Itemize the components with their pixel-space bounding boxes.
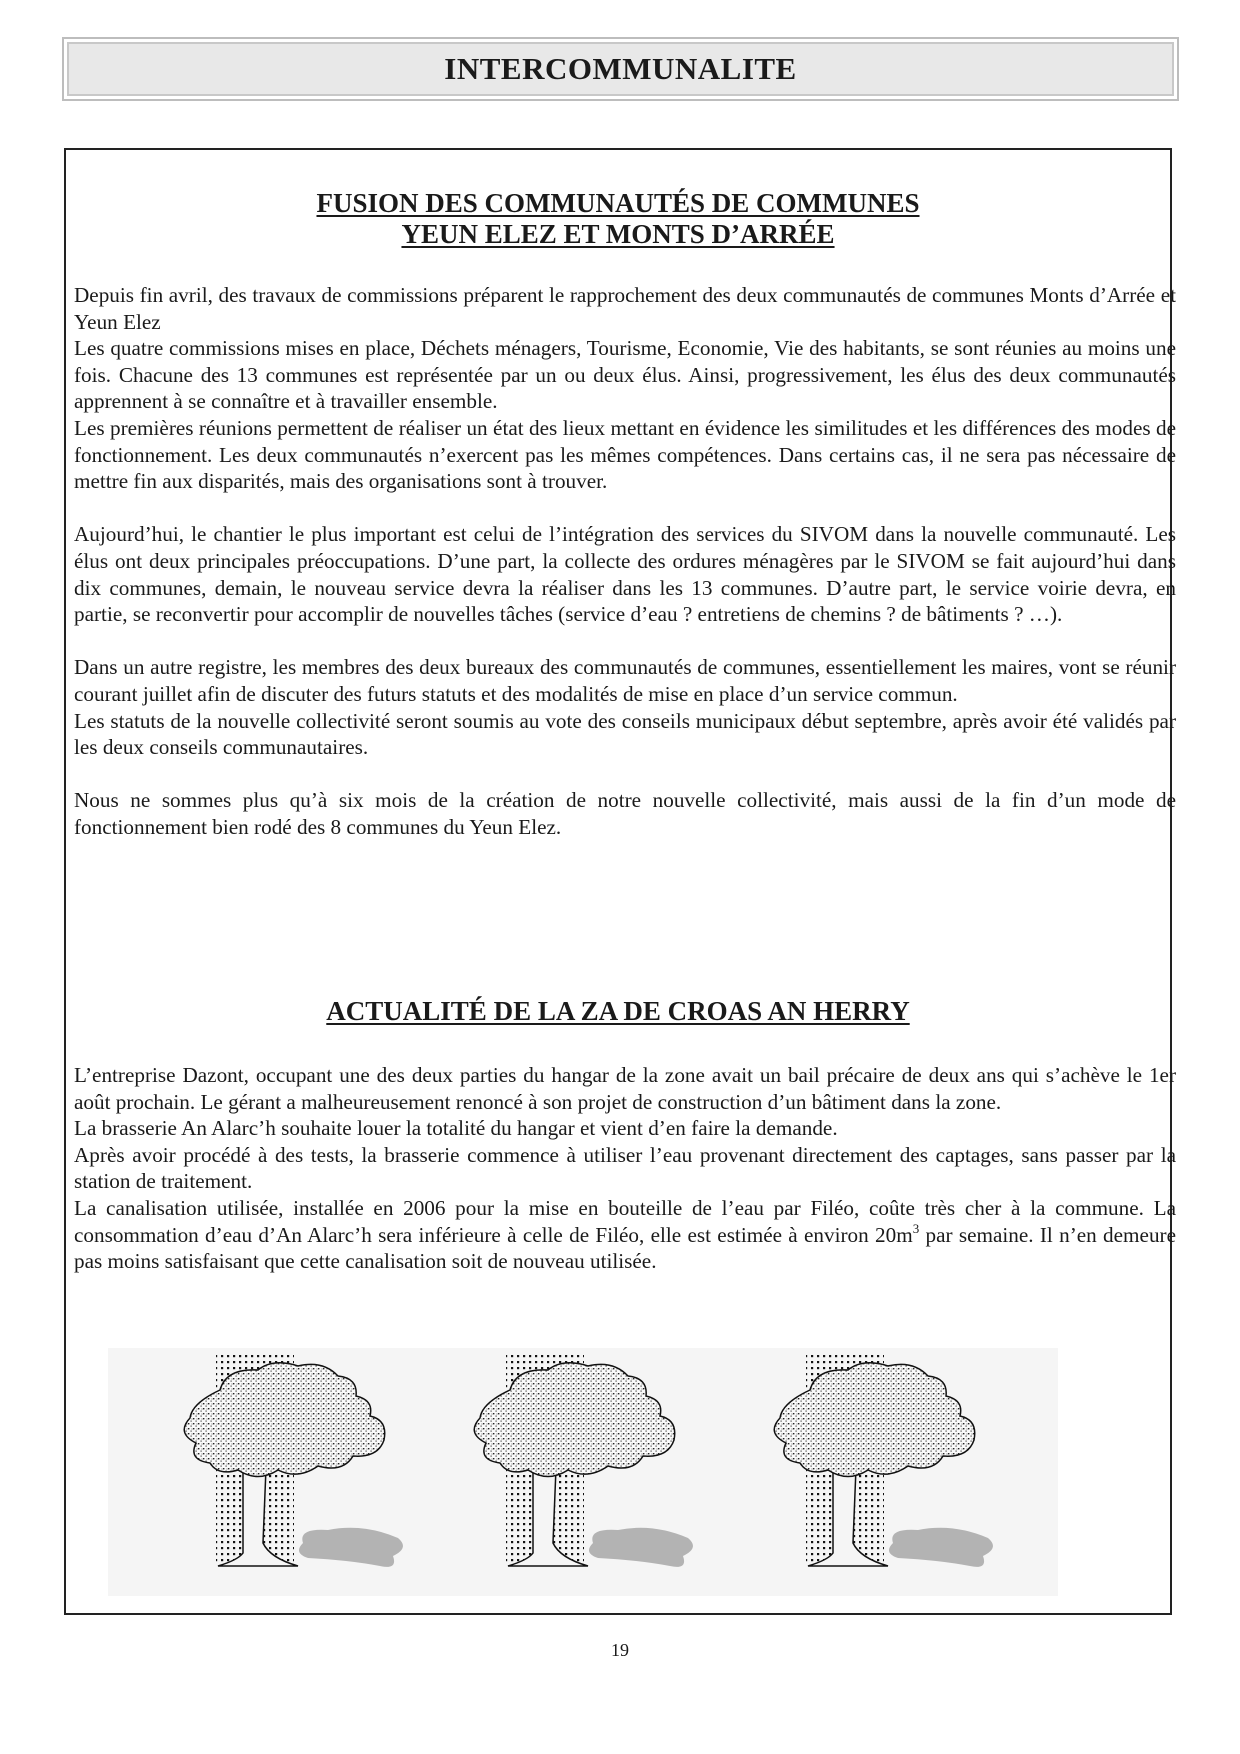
paragraph: Nous ne sommes plus qu’à six mois de la création de notre nouvelle collectivité, mais aussi de la fin d’un mode de fonctionnement bien rodé des 8 communes du Yeun Elez. [74,788,1176,839]
paragraph: La brasserie An Alarc’h souhaite louer la totalité du hangar et vient d’en faire la demande. [74,1116,838,1141]
tree-icon [438,1348,718,1596]
section1-title-line2: YEUN ELEZ ET MONTS D’ARRÉE [401,219,835,249]
tree-illustration [108,1348,1058,1596]
paragraph-text: La canalisation utilisée, installée en 2006 pour la mise en bouteille de l’eau par Filéo, coûte très cher à la commune. La consommation d’eau d’An Alarc’h sera inférieure à celle de Filéo, elle est estimée à environ 20m [74,1195,1176,1247]
section1-title [66,188,1170,250]
paragraph: Les statuts de la nouvelle collectivité seront soumis au vote des conseils municipaux début septembre, après avoir été validés par les deux conseils communautaires. [74,708,1176,760]
paragraph: Après avoir procédé à des tests, la brasserie commence à utiliser l’eau provenant directement des captages, sans passer par la station de traitement. [74,1142,1176,1194]
superscript-cubed: 3 [912,1220,920,1236]
paragraph-text: par semaine. Il n’en demeure pas moins satisfaisant que cette canalisation soit de nouveau utilisée. [74,1222,1176,1274]
section2-title: ACTUALITÉ DE LA ZA DE CROAS AN HERRY [326,996,910,1026]
section2-title-wrap [66,996,1170,1027]
page-number: 19 [611,1640,629,1660]
article-frame [64,148,1176,1615]
section1-body [74,282,1176,840]
tree-icon [738,1348,1018,1596]
page-title: INTERCOMMUNALITE [444,51,797,86]
section1-title-line1: FUSION DES COMMUNAUTÉS DE COMMUNES [316,188,920,218]
paragraph: Dans un autre registre, les membres des deux bureaux des communautés de communes, essentiellement les maires, vont se réunir courant juillet afin de discuter des futurs statuts et des modalités de mise en place d’un service commun. [74,655,1176,706]
section-header-banner [62,37,1179,101]
paragraph: Depuis fin avril, des travaux de commissions préparent le rapprochement des deux communautés de communes Monts d’Arrée et Yeun Elez [74,283,1176,334]
paragraph: Les quatre commissions mises en place, Déchets ménagers, Tourisme, Economie, Vie des habitants, se sont réunies au moins une fois. Chacune des 13 communes est représentée par un ou deux élus. Ainsi, progressivement, les élus des deux communautés apprennent à se connaître et à travailler ensemble. [74,336,1176,414]
section2-body [74,1062,1176,1275]
paragraph: Les premières réunions permettent de réaliser un état des lieux mettant en évidence les similitudes et les différences des modes de fonctionnement. Les deux communautés n’exercent pas les mêmes compétences. Dans certains cas, il ne sera pas nécessaire de mettre fin aux disparités, mais des organisations sont à trouver. [74,415,1176,494]
paragraph: Aujourd’hui, le chantier le plus important est celui de l’intégration des services du SIVOM dans la nouvelle communauté. Les élus ont deux principales préoccupations. D’une part, la collecte des ordures ménagères par le SIVOM se fait aujourd’hui dans dix communes, demain, le nouveau service devra la réaliser dans les 13 communes. D’autre part, le service voirie devra, en partie, se reconvertir pour accomplir de nouvelles tâches (service d’eau ? entretiens de chemins ? de bâtiments ? …). [74,522,1176,627]
paragraph: L’entreprise Dazont, occupant une des deux parties du hangar de la zone avait un bail précaire de deux ans qui s’achève le 1er août prochain. Le gérant a malheureusement renoncé à son projet de construction d’un bâtiment dans la zone. [74,1063,1176,1114]
tree-icon [148,1348,428,1596]
paragraph [74,1195,1176,1275]
